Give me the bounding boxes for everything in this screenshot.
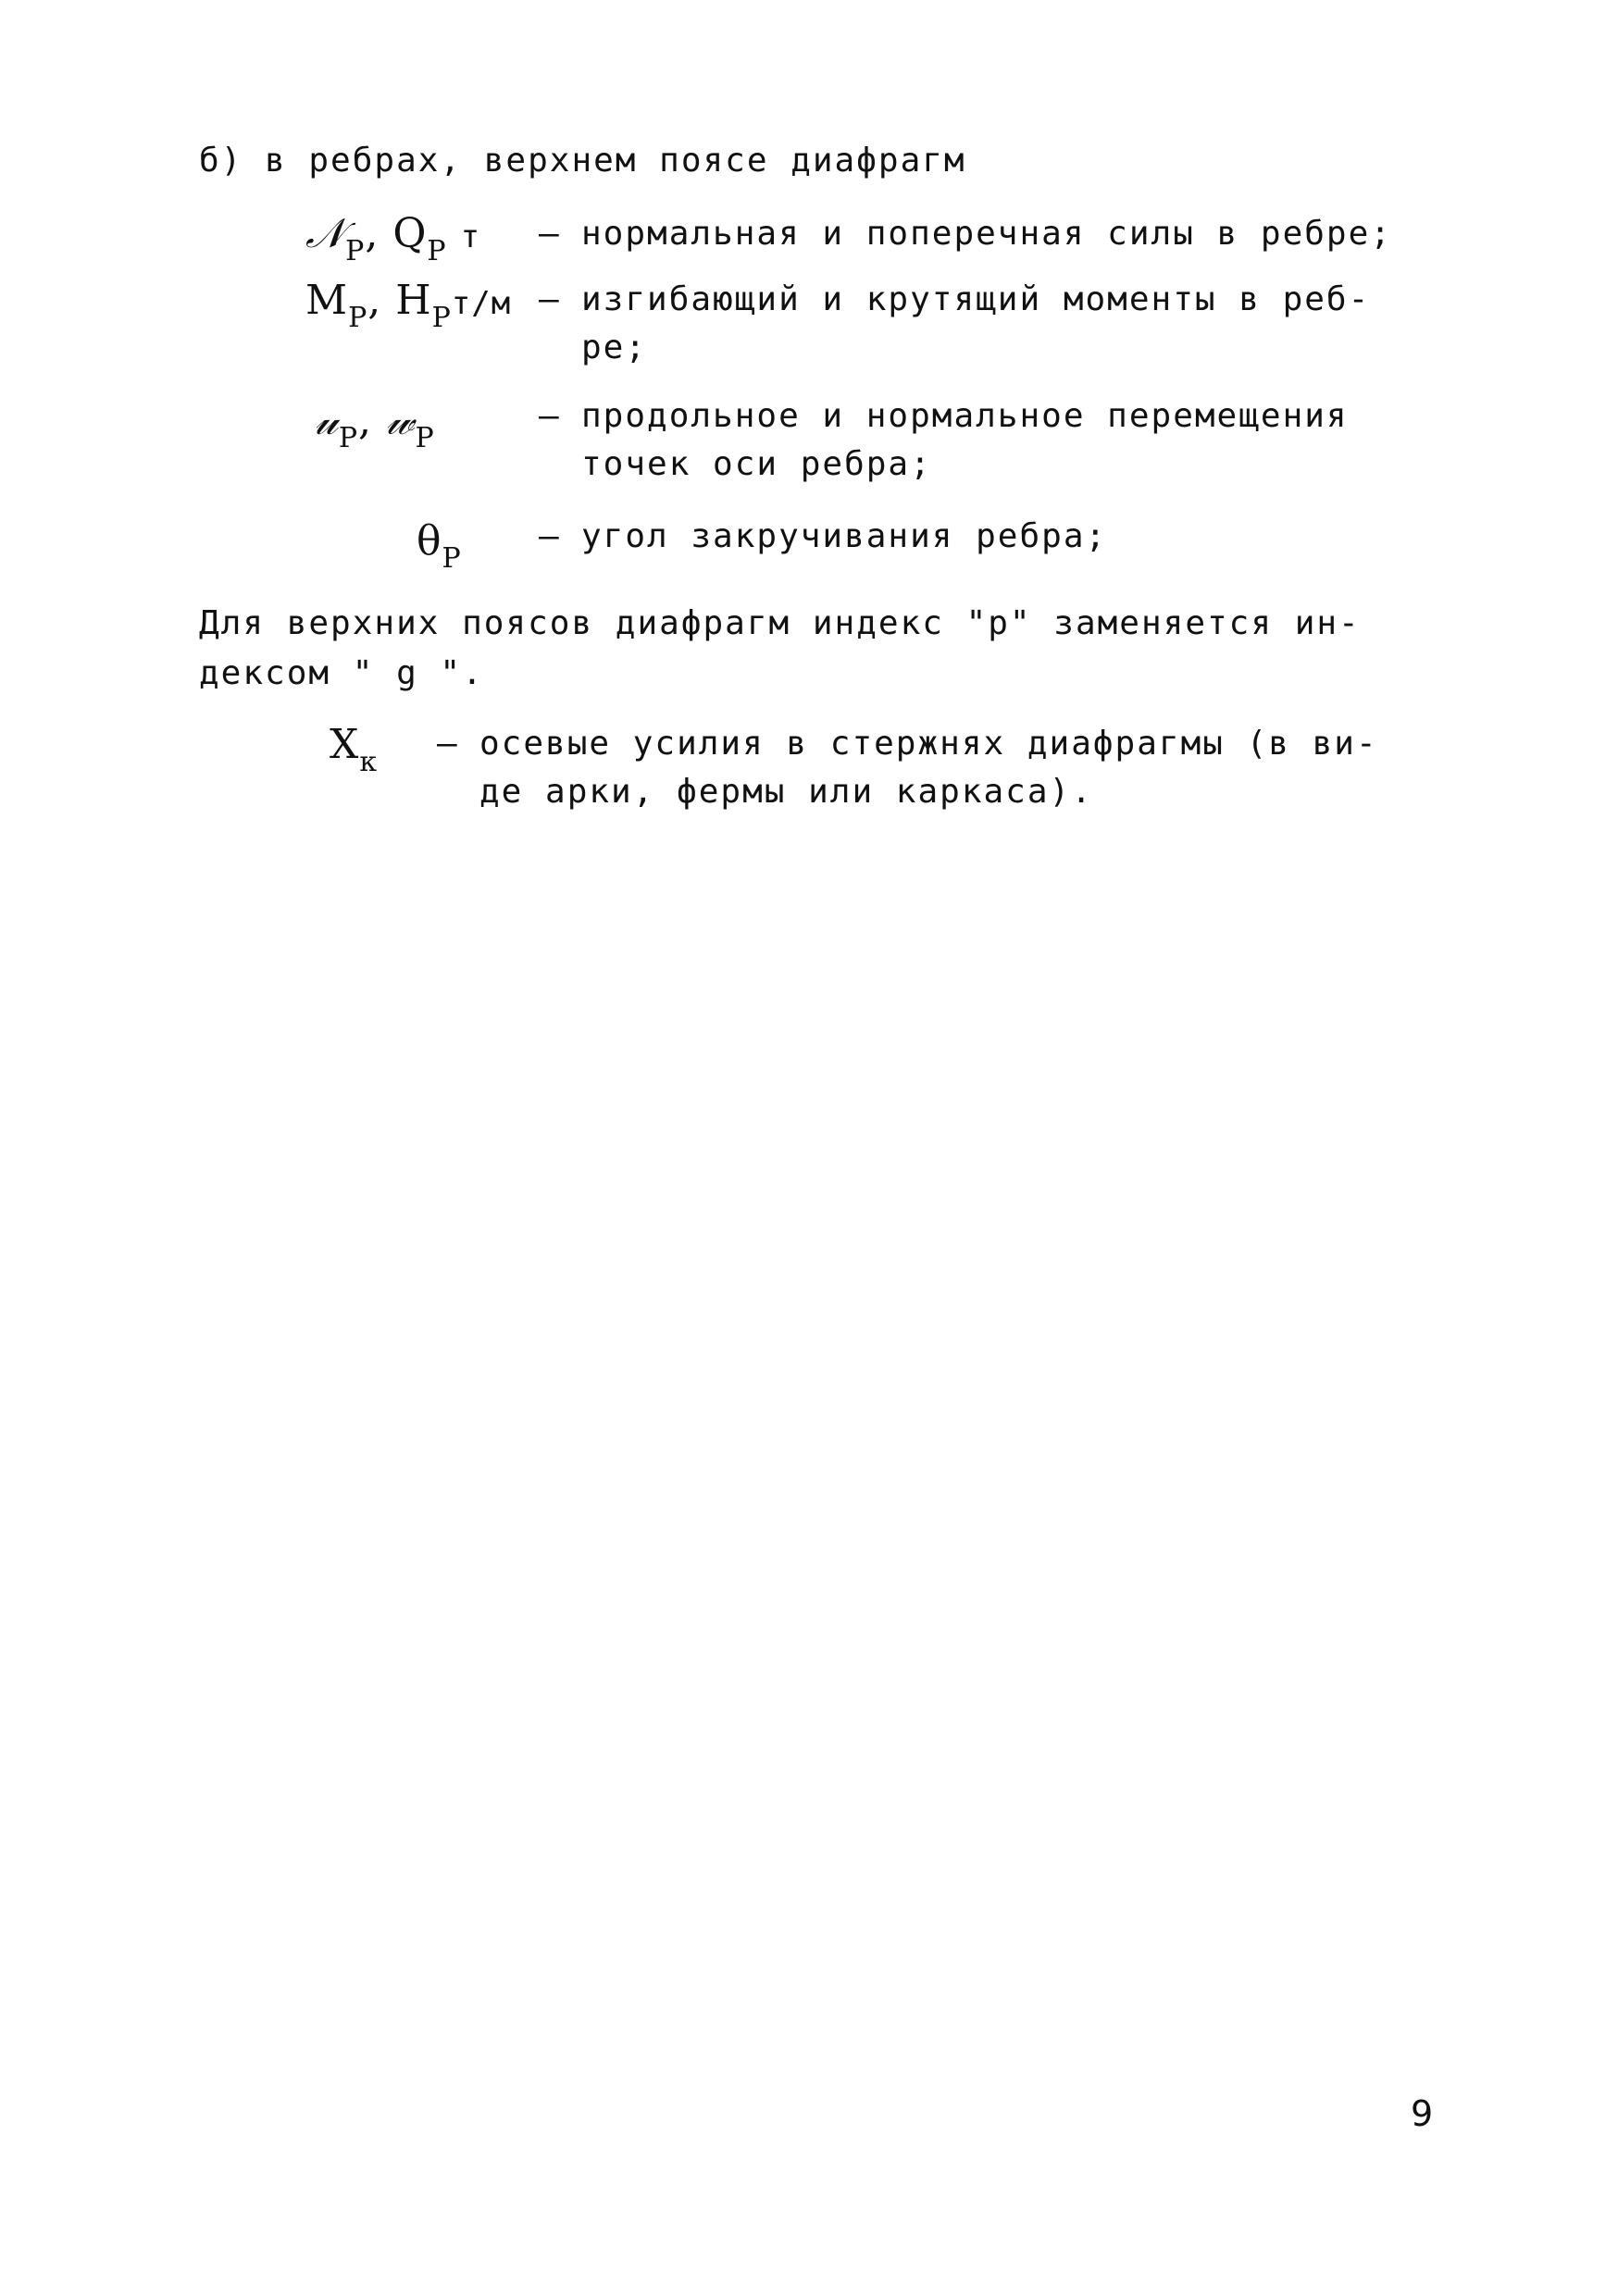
symbol-h: H xyxy=(395,277,432,324)
symbol-n: 𝒩 xyxy=(305,210,346,257)
subscript-p: P xyxy=(415,422,435,454)
definition-text: угол закручивания ребра; xyxy=(581,517,1108,555)
symbol-displacements: 𝓊$_P$, 𝓌$_P$ xyxy=(315,397,435,454)
definition-text: точек оси ребра; xyxy=(581,445,932,483)
subscript-p: P xyxy=(338,422,359,454)
subscript-p: P xyxy=(345,235,366,267)
definition-dash: – xyxy=(539,397,561,435)
page-number: 9 xyxy=(1411,2093,1434,2134)
definition-text: продольное и нормальное перемещения xyxy=(581,397,1349,435)
section-heading: б) в ребрах, верхнем поясе диафрагм xyxy=(199,142,966,180)
subscript-k: к xyxy=(359,746,379,778)
unit-label: т xyxy=(460,218,481,255)
symbol-m: M xyxy=(305,277,349,324)
subscript-p: P xyxy=(442,542,462,575)
subscript-p: P xyxy=(348,302,368,334)
symbol-twist-angle xyxy=(417,518,462,582)
subscript-p: P xyxy=(431,302,452,334)
symbol-theta: θ xyxy=(417,517,442,565)
definition-text: осевые усилия в стержнях диафрагмы (в ви- xyxy=(479,725,1378,763)
subscript-p: P xyxy=(427,235,447,267)
definition-text: изгибающий и крутящий моменты в реб- xyxy=(581,280,1371,318)
definition-dash: – xyxy=(539,215,561,253)
symbol-u: 𝓊 xyxy=(315,397,339,444)
note-text: дексом " g ". xyxy=(199,654,484,692)
symbol-bending-torsion-moments: $M_P$, $H_Pт/м$ xyxy=(305,277,512,334)
symbol-q: Q xyxy=(392,210,428,257)
symbol-x: X xyxy=(330,721,360,768)
definition-text: де арки, фермы или каркаса). xyxy=(479,773,1093,811)
symbol-w: 𝓌 xyxy=(386,397,416,444)
definition-dash: – xyxy=(437,725,459,763)
symbol-normal-shear-forces: 𝒩$_P$, $Q_P$ т xyxy=(305,210,481,267)
symbol-axial-forces xyxy=(330,722,378,786)
definition-text: ре; xyxy=(581,329,648,366)
definition-dash: – xyxy=(539,517,561,555)
definition-dash: – xyxy=(539,280,561,318)
definition-text: нормальная и поперечная силы в ребре; xyxy=(581,215,1392,253)
note-text: Для верхних поясов диафрагм индекс "р" заменяется ин- xyxy=(199,604,1361,642)
unit-label: т/м xyxy=(451,285,512,322)
